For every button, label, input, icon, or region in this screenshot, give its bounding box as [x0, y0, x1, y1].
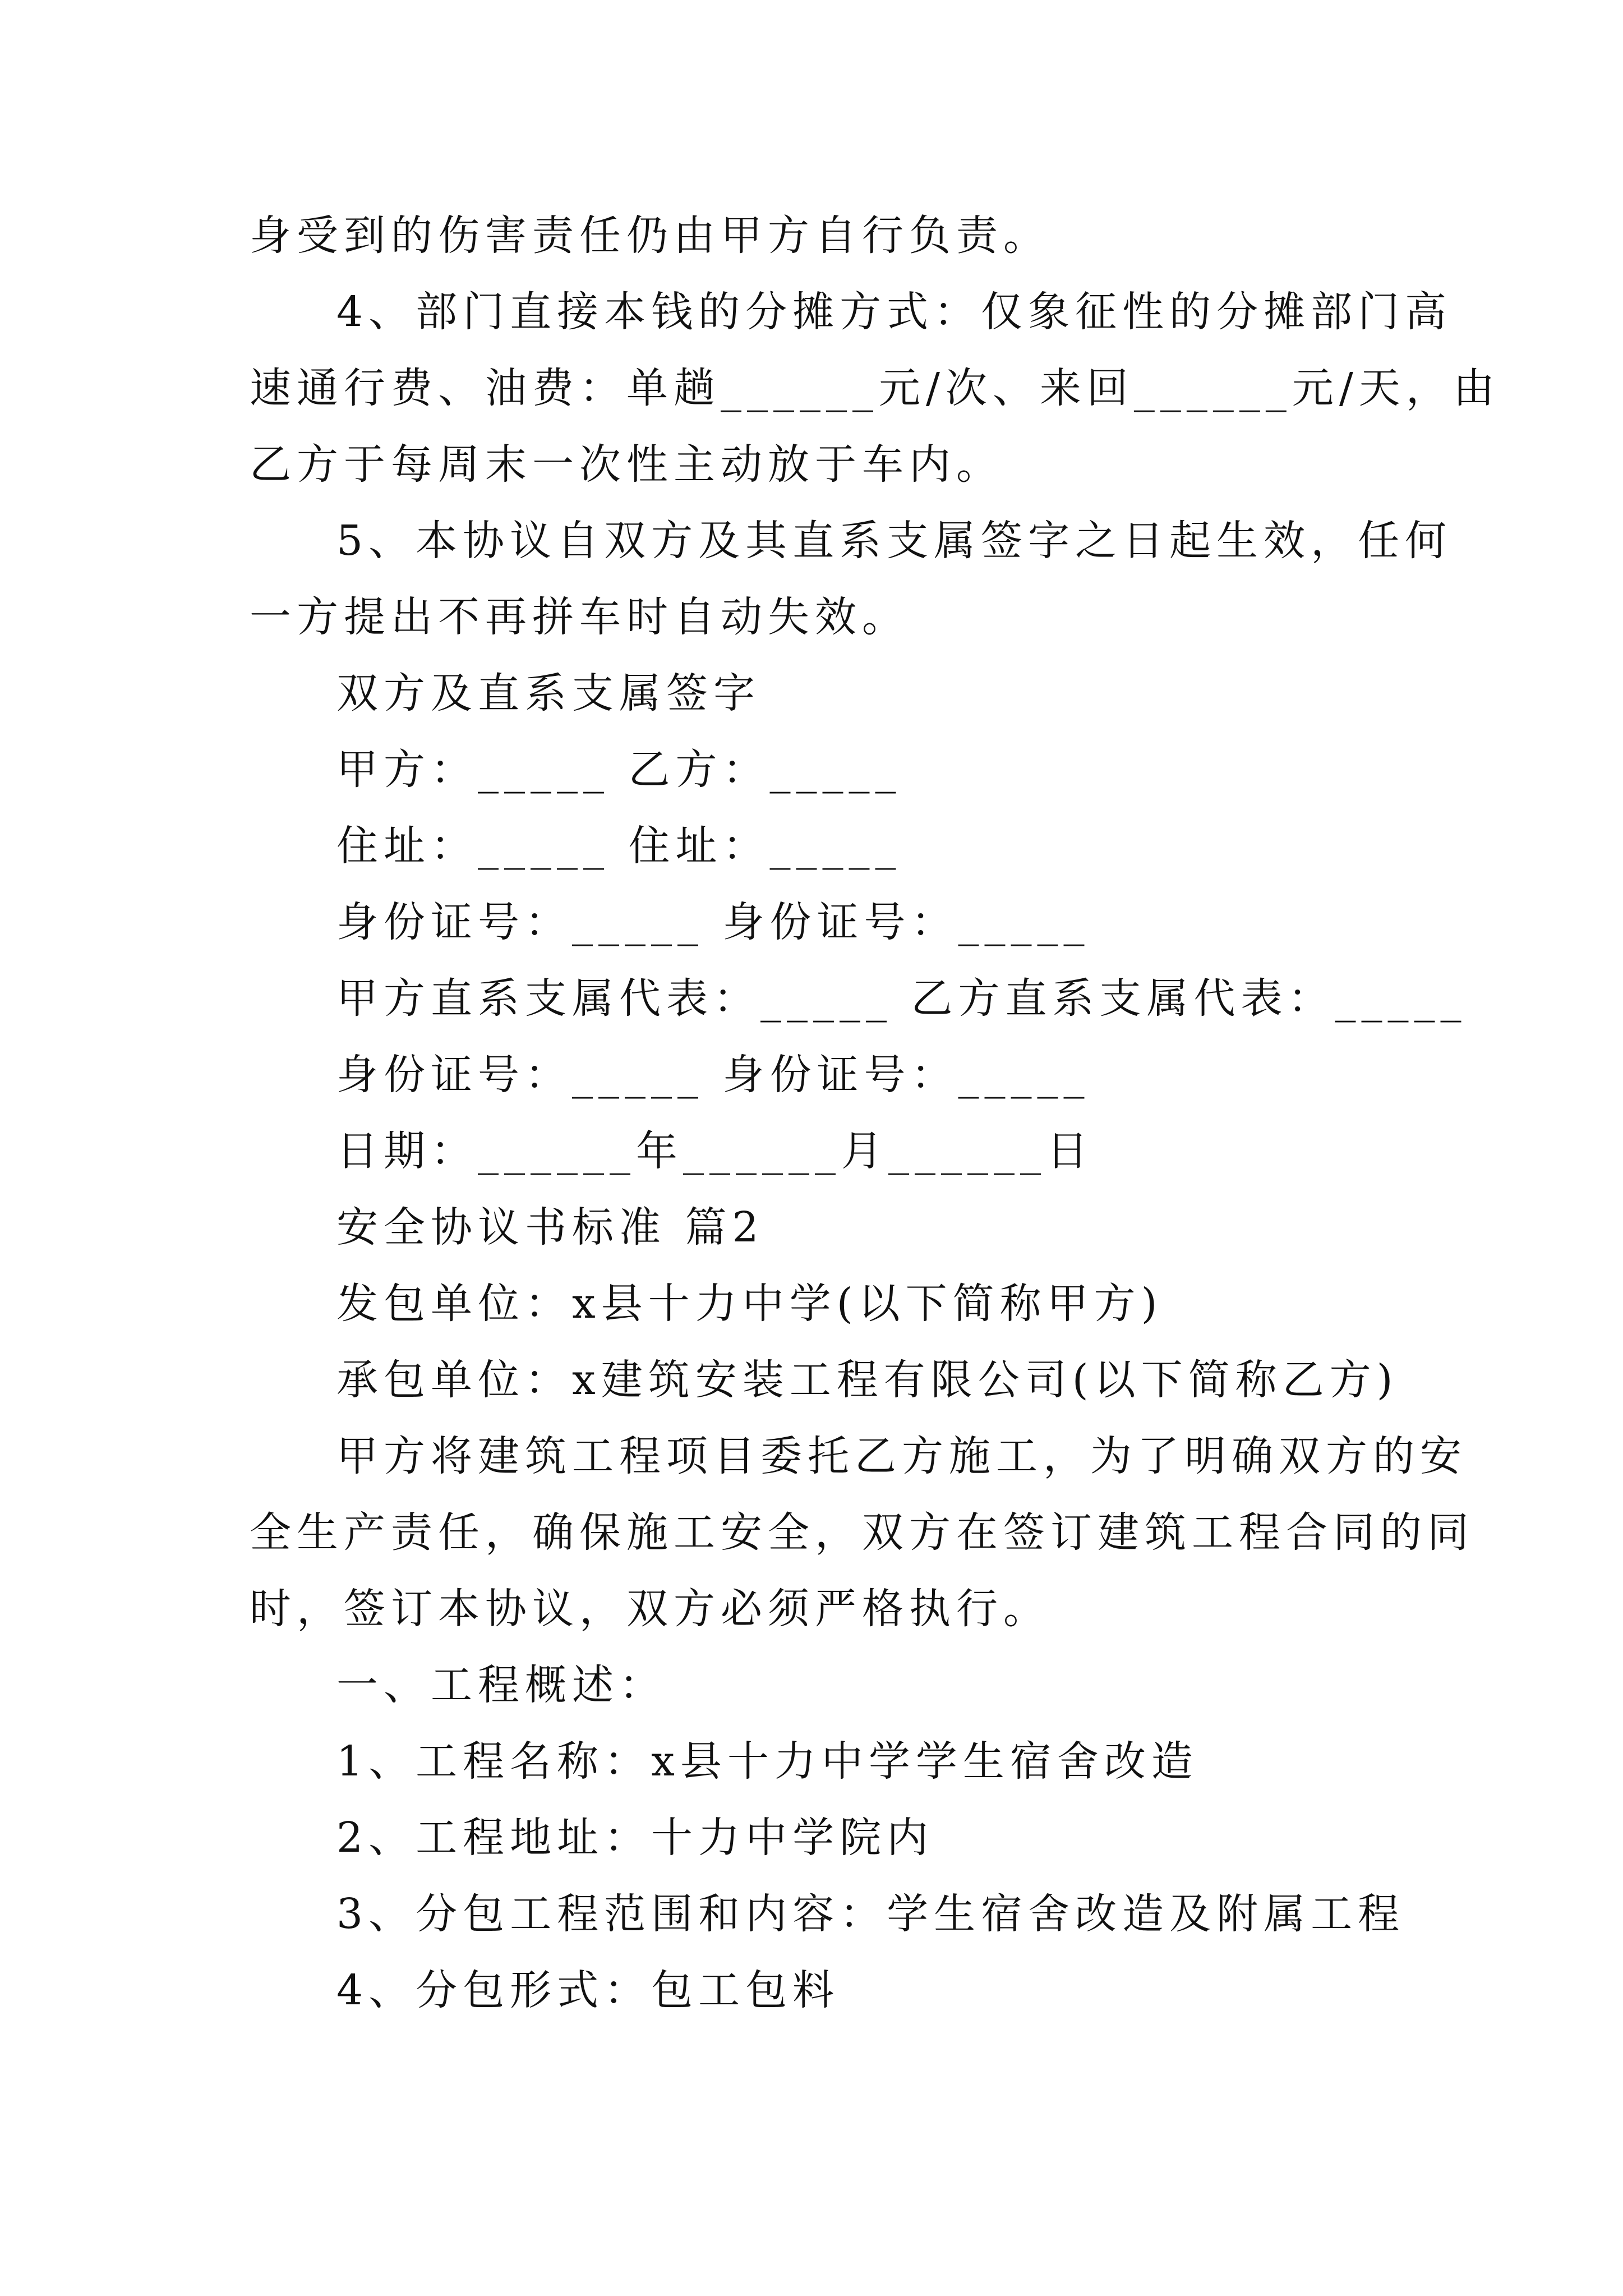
- section-heading: 安全协议书标准 篇2: [336, 1203, 764, 1251]
- text-line: 承包单位：x建筑安装工程有限公司(以下简称乙方): [336, 1356, 1399, 1404]
- text-line: 甲方：_____ 乙方：_____: [336, 746, 902, 794]
- text-line: 4、分包形式：包工包料: [336, 1966, 840, 2014]
- text-line: 速通行费、油费：单趟______元/次、来回______元/天，由: [250, 364, 1500, 412]
- text-line: 一、工程概述：: [336, 1661, 666, 1709]
- text-line: 甲方直系支属代表：_____ 乙方直系支属代表：_____: [336, 974, 1467, 1023]
- text-line: 4、部门直接本钱的分摊方式：仅象征性的分摊部门高: [336, 288, 1453, 336]
- text-line: 一方提出不再拼车时自动失效。: [250, 593, 909, 641]
- text-line: 2、工程地址：十力中学院内: [336, 1814, 934, 1862]
- text-line: 乙方于每周末一次性主动放于车内。: [250, 440, 1003, 489]
- text-line: 日期：______年______月______日: [336, 1127, 1094, 1175]
- text-line: 发包单位：x县十力中学(以下简称甲方): [336, 1280, 1163, 1328]
- text-line: 甲方将建筑工程项目委托乙方施工，为了明确双方的安: [336, 1432, 1467, 1480]
- text-line: 身份证号：_____ 身份证号：_____: [336, 1051, 1090, 1099]
- text-line: 住址：_____ 住址：_____: [336, 822, 902, 870]
- text-line: 1、工程名称：x县十力中学学生宿舍改造: [336, 1737, 1198, 1786]
- text-line: 全生产责任，确保施工安全，双方在签订建筑工程合同的同: [250, 1508, 1474, 1557]
- text-line: 时，签订本协议，双方必须严格执行。: [250, 1585, 1050, 1633]
- text-line: 3、分包工程范围和内容：学生宿舍改造及附属工程: [336, 1890, 1405, 1938]
- text-line: 5、本协议自双方及其直系支属签字之日起生效，任何: [336, 517, 1453, 565]
- text-line: 双方及直系支属签字: [336, 669, 760, 717]
- text-line: 身受到的伤害责任仍由甲方自行负责。: [250, 211, 1050, 260]
- text-line: 身份证号：_____ 身份证号：_____: [336, 898, 1090, 946]
